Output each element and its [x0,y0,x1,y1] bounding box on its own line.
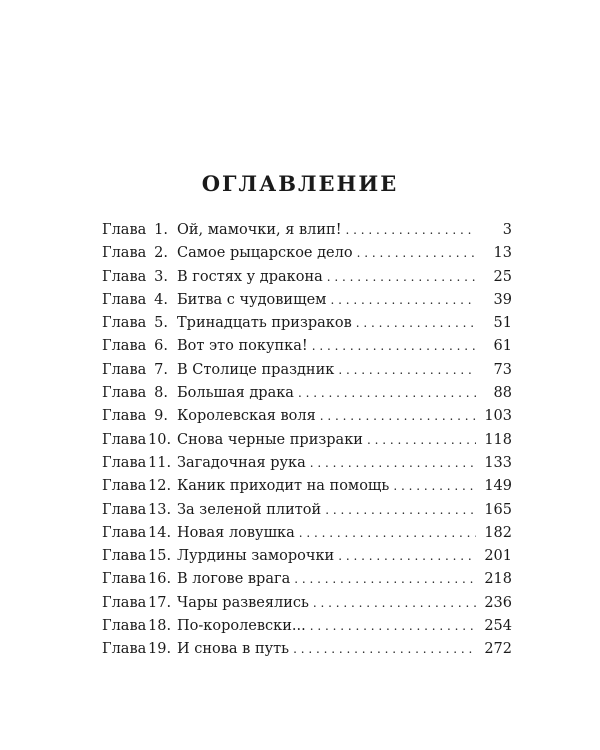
toc-entry [102,452,512,475]
chapter-title: Королевская воля [177,408,316,425]
chapter-number: 7. [154,361,168,378]
page-title: ОГЛАВЛЕНИЕ [201,171,399,196]
chapter-title: По-королевски... [177,618,306,635]
chapter-title: Тринадцать призраков [177,315,352,332]
chapter-number: 18. [148,618,172,635]
chapter-title: Новая ловушка [177,524,295,541]
toc-entry [102,592,512,615]
chapter-page: 149 [484,478,512,495]
chapter-page: 201 [484,548,512,565]
chapter-number: 8. [154,385,168,402]
chapter-label: Глава [102,454,147,471]
toc-entry [102,242,512,265]
dot-leader [313,592,476,615]
chapter-title: Вот это покупка! [177,338,308,355]
chapter-label: Глава [102,245,147,262]
toc-entry [102,429,512,452]
toc-entry [102,545,512,568]
chapter-number: 15. [148,548,172,565]
chapter-page: 182 [484,524,512,541]
chapter-label: Глава [102,291,147,308]
chapter-page: 61 [493,338,512,355]
chapter-label: Глава [102,361,147,378]
chapter-page: 73 [493,361,512,378]
dot-leader [299,522,476,545]
chapter-page: 3 [502,222,512,238]
dot-leader [325,499,476,522]
chapter-label: Глава [102,478,147,495]
toc-entry [102,638,512,661]
dot-leader [367,429,476,452]
chapter-title: В логове врага [177,571,291,588]
dot-leader [320,405,476,428]
chapter-label: Глава [102,594,147,611]
chapter-number: 9. [154,408,168,425]
dot-leader [293,638,476,661]
chapter-title: Чары развеялись [177,594,309,611]
toc-entry [102,499,512,522]
chapter-page: 236 [484,594,512,611]
chapter-label: Глава [102,338,147,355]
chapter-number: 12. [148,478,172,495]
chapter-title: Загадочная рука [177,454,306,471]
chapter-number: 3. [154,268,168,285]
chapter-number: 6. [154,338,168,355]
dot-leader [298,382,476,405]
chapter-number: 19. [148,641,172,658]
chapter-label: Глава [102,548,147,565]
chapter-number: 2. [154,245,168,262]
chapter-number: 4. [154,291,168,308]
toc-entry [102,266,512,289]
chapter-title: Ой, мамочки, я влип! [177,222,342,238]
chapter-page: 118 [484,431,512,448]
chapter-title: Битва с чудовищем [177,291,327,308]
dot-leader [310,615,476,638]
chapter-label: Глава [102,222,147,238]
dot-leader [346,219,476,242]
dot-leader [357,242,476,265]
toc-entry [102,289,512,312]
chapter-page: 51 [493,315,512,332]
dot-leader [294,568,476,591]
dot-leader [330,289,476,312]
toc-entry [102,359,512,382]
dot-leader [327,266,476,289]
chapter-title: Каник приходит на помощь [177,478,390,495]
chapter-page: 254 [484,618,512,635]
dot-leader [310,452,476,475]
chapter-label: Глава [102,641,147,658]
chapter-label: Глава [102,501,147,518]
chapter-number: 1. [154,222,168,238]
chapter-page: 13 [493,245,512,262]
chapter-label: Глава [102,524,147,541]
dot-leader [338,545,476,568]
chapter-page: 133 [484,454,512,471]
chapter-number: 16. [148,571,172,588]
toc-entry [102,219,512,242]
toc-entry [102,522,512,545]
chapter-label: Глава [102,315,147,332]
dot-leader [312,335,476,358]
toc-entry [102,615,512,638]
chapter-title: Большая драка [177,385,294,402]
chapter-label: Глава [102,385,147,402]
chapter-title: Снова черные призраки [177,431,363,448]
chapter-label: Глава [102,431,147,448]
chapter-label: Глава [102,571,147,588]
chapter-title: За зеленой плитой [177,501,322,518]
chapter-title: И снова в путь [177,641,290,658]
chapter-page: 272 [484,641,512,658]
chapter-label: Глава [102,408,147,425]
chapter-title: Самое рыцарское дело [177,245,353,262]
toc-entry [102,312,512,335]
chapter-page: 165 [484,501,512,518]
toc-entry [102,568,512,591]
chapter-number: 14. [148,524,172,541]
chapter-title: В Столице праздник [177,361,335,378]
chapter-number: 10. [148,431,172,448]
chapter-label: Глава [102,268,147,285]
chapter-title: Лурдины заморочки [177,548,335,565]
chapter-page: 103 [484,408,512,425]
dot-leader [393,475,476,498]
chapter-title: В гостях у дракона [177,268,323,285]
dot-leader [338,359,476,382]
chapter-number: 13. [148,501,172,518]
dot-leader [356,312,476,335]
toc-entry [102,405,512,428]
toc-entry [102,335,512,358]
chapter-number: 17. [148,594,172,611]
chapter-number: 11. [148,454,172,471]
toc-entry [102,475,512,498]
toc-entry [102,382,512,405]
chapter-page: 39 [493,291,512,308]
chapter-number: 5. [154,315,168,332]
chapter-label: Глава [102,618,147,635]
chapter-page: 88 [493,385,512,402]
chapter-page: 218 [484,571,512,588]
chapter-page: 25 [493,268,512,285]
table-of-contents [102,219,512,662]
